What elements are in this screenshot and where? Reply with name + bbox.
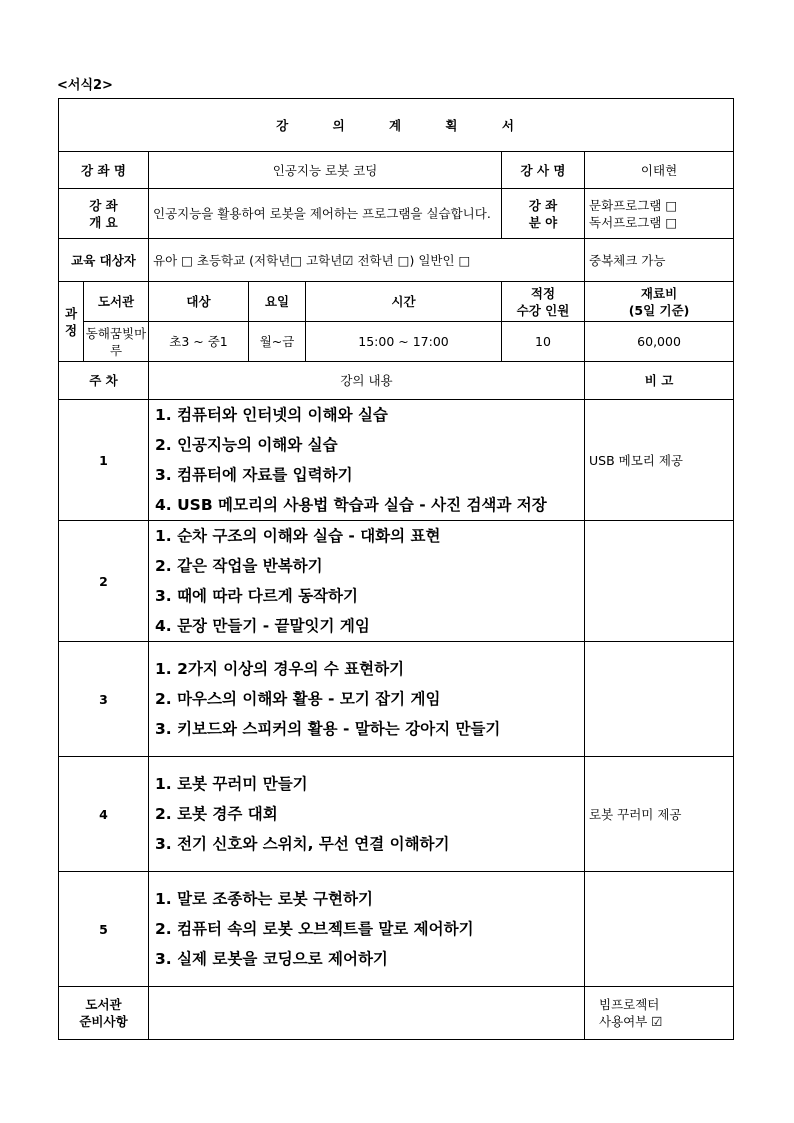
capacity-header-line2: 수강 인원 [516,302,570,318]
week-content [149,757,585,872]
week-remarks [585,642,734,757]
week-item: 2. 같은 작업을 반복하기 [155,557,323,575]
course-side-label-2: 정 [64,322,78,338]
overview-label-line2: 개 요 [89,214,118,230]
week-item: 2. 로봇 경주 대회 [155,805,278,823]
week-number: 4 [59,757,149,872]
week-item: 1. 컴퓨터와 인터넷의 이해와 실습 [155,406,388,424]
week-remarks [585,872,734,987]
overview-label [59,189,149,239]
library-value: 동해꿈빛마루 [84,322,149,362]
projector-usage [585,987,734,1040]
week-item: 2. 마우스의 이해와 활용 - 모기 잡기 게임 [155,690,441,708]
week-remarks: 로봇 꾸러미 제공 [585,757,734,872]
time-header: 시간 [306,282,502,322]
week-row [59,872,734,987]
week-item: 4. 문장 만들기 - 끝말잇기 게임 [155,617,370,635]
library-prep-label-line1: 도서관 [85,997,122,1012]
week-row [59,521,734,642]
content-header: 강의 내용 [149,362,585,400]
audience-note: 중복체크 가능 [585,239,734,282]
field-label-line1: 강 좌 [528,197,558,213]
field-option-culture[interactable]: 문화프로그램 □ [589,197,678,213]
library-prep-label [59,987,149,1040]
projector-checkbox[interactable]: 사용여부 ☑ [599,1014,663,1029]
field-label [502,189,585,239]
fee-header-line2: (5일 기준) [628,302,690,318]
week-item: 4. USB 메모리의 사용법 학습과 실습 - 사진 검색과 저장 [155,496,547,514]
week-number: 3 [59,642,149,757]
week-content [149,872,585,987]
week-header: 주 차 [59,362,149,400]
document-title: 강 의 계 획 서 [59,99,734,152]
week-item: 1. 2가지 이상의 경우의 수 표현하기 [155,660,405,678]
week-remarks [585,521,734,642]
week-item: 3. 키보드와 스피커의 활용 - 말하는 강아지 만들기 [155,720,501,738]
week-item: 3. 컴퓨터에 자료를 입력하기 [155,466,353,484]
course-name-value: 인공지능 로봇 코딩 [149,152,502,189]
form-label: <서식2> [57,78,113,93]
overview-label-line1: 강 좌 [89,197,118,213]
week-row [59,400,734,521]
projector-line1: 빔프로젝터 [599,997,660,1012]
week-number: 5 [59,872,149,987]
week-item: 3. 실제 로봇을 코딩으로 제어하기 [155,950,388,968]
field-option-reading[interactable]: 독서프로그램 □ [589,214,678,230]
day-value: 월~금 [249,322,306,362]
week-item: 1. 말로 조종하는 로봇 구현하기 [155,890,373,908]
capacity-header [502,282,585,322]
field-options [585,189,734,239]
week-row [59,642,734,757]
week-content [149,521,585,642]
week-item: 3. 때에 따라 다르게 동작하기 [155,587,358,605]
fee-value: 60,000 [585,322,734,362]
library-header: 도서관 [84,282,149,322]
week-content [149,642,585,757]
day-header: 요일 [249,282,306,322]
instructor-value: 이태현 [585,152,734,189]
week-row [59,757,734,872]
overview-text: 인공지능을 활용하여 로봇을 제어하는 프로그램을 실습합니다. [149,189,502,239]
fee-header [585,282,734,322]
course-side-label [59,282,84,362]
capacity-value: 10 [502,322,585,362]
fee-header-line1: 재료비 [640,285,678,301]
week-item: 1. 순차 구조의 이해와 실습 - 대화의 표현 [155,527,441,545]
week-item: 2. 인공지능의 이해와 실습 [155,436,338,454]
week-number: 1 [59,400,149,521]
week-item: 1. 로봇 꾸러미 만들기 [155,775,308,793]
week-number: 2 [59,521,149,642]
course-side-label-1: 과 [64,305,78,321]
library-prep-content[interactable] [149,987,585,1040]
week-content [149,400,585,521]
instructor-label: 강 사 명 [502,152,585,189]
field-label-line2: 분 야 [528,214,558,230]
week-remarks: USB 메모리 제공 [585,400,734,521]
remarks-header: 비 고 [585,362,734,400]
audience-options[interactable]: 유아 □ 초등학교 (저학년□ 고학년☑ 전학년 □) 일반인 □ [149,239,585,282]
target-header: 대상 [149,282,249,322]
course-name-label: 강 좌 명 [59,152,149,189]
capacity-header-line1: 적정 [530,285,556,301]
week-item: 2. 컴퓨터 속의 로봇 오브젝트를 말로 제어하기 [155,920,474,938]
library-prep-label-line2: 준비사항 [79,1014,128,1029]
lecture-plan-table [58,98,734,1040]
week-item: 3. 전기 신호와 스위치, 무선 연결 이해하기 [155,835,450,853]
audience-label: 교육 대상자 [59,239,149,282]
time-value: 15:00 ~ 17:00 [306,322,502,362]
target-value: 초3 ~ 중1 [149,322,249,362]
